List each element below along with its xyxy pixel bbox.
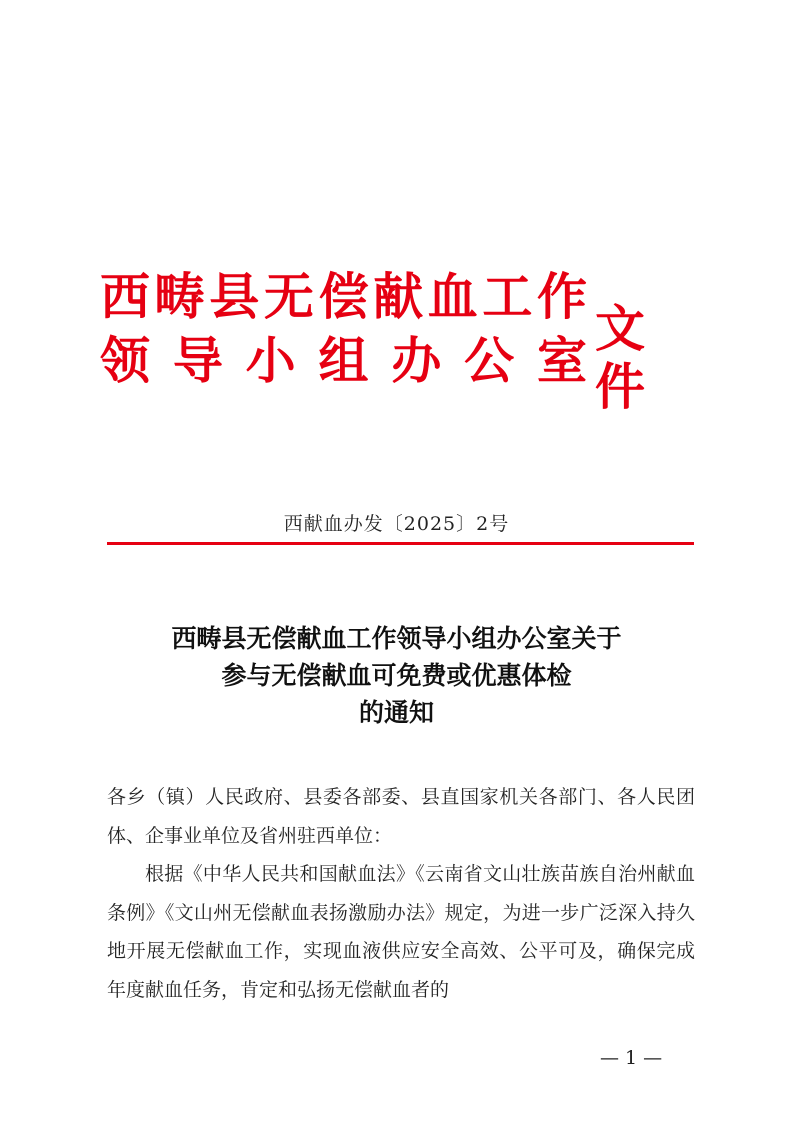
authority-char: 作 [537, 267, 587, 326]
authority-char: 办 [391, 331, 442, 390]
issuing-authority-header [100, 267, 700, 416]
authority-char: 导 [172, 331, 223, 390]
title-line-3: 的通知 [358, 698, 434, 727]
notice-body [107, 778, 695, 1009]
authority-char: 工 [482, 267, 533, 326]
authority-name-line-1 [100, 268, 587, 326]
authority-name-line-2 [100, 332, 587, 390]
authority-char: 西 [100, 267, 150, 326]
body-paragraph: 根据《中华人民共和国献血法》《云南省文山壮族苗族自治州献血条例》《文山州无偿献血表扬激励办法》规定，为进一步广泛深入持久地开展无偿献血工作，实现血液供应安全高效、公平可及，确保完成年度献血任务，肯定和弘扬无偿献血者的 [107, 863, 695, 1001]
authority-char: 领 [100, 331, 150, 390]
authority-char: 血 [427, 267, 478, 326]
authority-char: 小 [245, 331, 296, 390]
authority-char: 献 [373, 267, 424, 326]
authority-char: 室 [536, 331, 587, 390]
title-line-1: 西畴县无偿献血工作领导小组办公室关于 [171, 624, 622, 653]
authority-char: 组 [318, 331, 369, 390]
authority-char: 公 [464, 331, 515, 390]
document-suffix: 文件 [595, 299, 648, 416]
page-number: — 1 — [600, 1047, 663, 1069]
red-divider-rule [107, 542, 694, 545]
title-line-2: 参与无偿献血可免费或优惠体检 [221, 661, 572, 690]
authority-char: 无 [263, 267, 314, 326]
document-number: 西献血办发〔2025〕2号 [283, 513, 510, 535]
authority-char: 偿 [318, 267, 369, 326]
notice-title [0, 620, 793, 731]
addressee-paragraph: 各乡（镇）人民政府、县委各部委、县直国家机关各部门、各人民团体、企事业单位及省州驻西单位： [107, 786, 695, 847]
authority-char: 县 [209, 267, 260, 326]
authority-char: 畴 [154, 267, 205, 326]
